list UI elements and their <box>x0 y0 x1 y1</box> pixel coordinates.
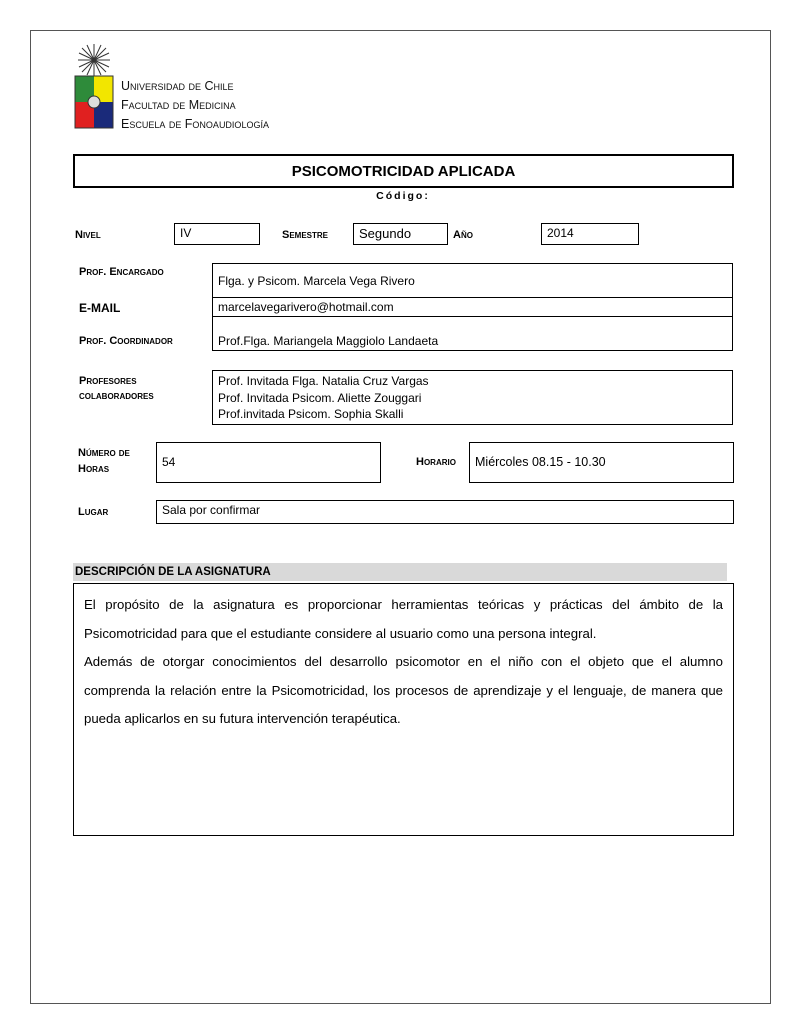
faculty-name: Facultad de Medicina <box>121 98 236 112</box>
university-logo <box>72 42 116 132</box>
horario-label: Horario <box>416 456 456 468</box>
nivel-label: Nivel <box>75 229 101 241</box>
email-label: E-MAIL <box>79 301 121 315</box>
horas-field: 54 <box>156 442 381 483</box>
lugar-label: Lugar <box>78 506 109 518</box>
description-box <box>73 583 734 836</box>
horario-field: Miércoles 08.15 - 10.30 <box>469 442 734 483</box>
prof-encargado-field: Flga. y Psicom. Marcela Vega Rivero <box>212 263 733 298</box>
nivel-field: IV <box>174 223 260 245</box>
semestre-field: Segundo <box>353 223 448 245</box>
anio-field: 2014 <box>541 223 639 245</box>
semestre-label: Semestre <box>282 229 329 241</box>
prof-encargado-label: Prof. Encargado <box>79 266 164 278</box>
horas-label-1: Número de <box>78 447 130 459</box>
description-heading: DESCRIPCIÓN DE LA ASIGNATURA <box>73 563 727 581</box>
horas-label-2: Horas <box>78 463 110 475</box>
university-name: Universidad de Chile <box>121 79 234 93</box>
profesor-item: Prof. Invitada Psicom. Aliette Zouggari <box>218 390 422 405</box>
profesor-item: Prof. Invitada Flga. Natalia Cruz Vargas <box>218 374 429 388</box>
lugar-field: Sala por confirmar <box>156 500 734 524</box>
anio-label: Año <box>453 229 473 241</box>
profesor-item: Prof.invitada Psicom. Sophia Skalli <box>218 407 404 421</box>
school-name: Escuela de Fonoaudiología <box>121 117 269 131</box>
profesores-label-1: Profesores <box>79 375 137 387</box>
prof-coordinador-label: Prof. Coordinador <box>79 335 173 347</box>
profesores-label-2: colaboradores <box>79 390 154 402</box>
description-paragraph: El propósito de la asignatura es proporcionar herramientas teóricas y prácticas del ámbito de la Psicomotricidad para que el estudiante considere al usuario como una persona integral. <box>84 597 723 641</box>
description-paragraph: Además de otorgar conocimientos del desarrollo psicomotor en el niño con el objeto que el alumno comprenda la relación entre la Psicomotricidad, los procesos de aprendizaje y el lenguaje, de manera que pueda aplicarlos en su futura intervención terapéutica. <box>84 654 723 726</box>
prof-coordinador-field: Prof.Flga. Mariangela Maggiolo Landaeta <box>212 316 733 351</box>
code-label: Código: <box>376 190 430 202</box>
email-field: marcelavegarivero@hotmail.com <box>212 297 733 317</box>
course-title: PSICOMOTRICIDAD APLICADA <box>73 154 734 188</box>
profesores-field <box>212 370 733 425</box>
